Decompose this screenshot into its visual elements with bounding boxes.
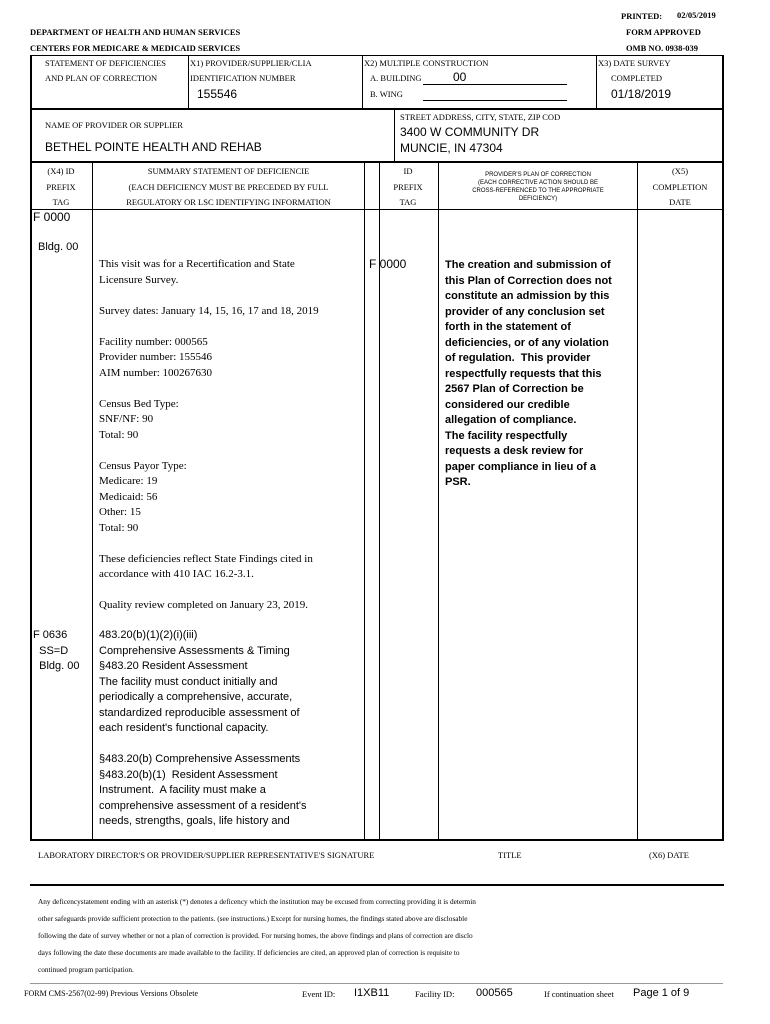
tag-f0636: F 0636 SS=D Bldg. 00: [33, 629, 80, 672]
address-line-2: MUNCIE, IN 47304: [400, 141, 503, 155]
rule-col-right: [722, 161, 724, 840]
id-f0000: F 0000: [369, 257, 407, 271]
summary-header-3: REGULATORY OR LSC IDENTIFYING INFORMATION: [126, 197, 331, 207]
statement-label-2: AND PLAN OF CORRECTION: [45, 73, 158, 83]
rule-col-1: [92, 161, 93, 840]
form-approved: FORM APPROVED: [626, 27, 701, 37]
rule-col-5: [637, 161, 638, 840]
centers-name: CENTERS FOR MEDICARE & MEDICAID SERVICES: [30, 43, 241, 53]
event-id: I1XB11: [354, 987, 390, 999]
rule-col-2: [364, 161, 365, 840]
provider-id-label-2: IDENTIFICATION NUMBER: [190, 73, 296, 83]
address-label: STREET ADDRESS, CITY, STATE, ZIP COD: [400, 112, 561, 122]
x4-prefix-label: PREFIX: [46, 182, 76, 192]
summary-header-1: SUMMARY STATEMENT OF DEFICIENCIE: [147, 166, 310, 176]
tag-f0000: F 0000: [33, 210, 71, 224]
address-line-1: 3400 W COMMUNITY DR: [400, 125, 540, 139]
rule-signature-bottom: [30, 884, 724, 886]
rule-header-bottom: [30, 108, 724, 110]
rule-left-upper: [30, 55, 32, 109]
rule-col-4: [438, 161, 439, 840]
statement-label-1: STATEMENT OF DEFICIENCIES: [45, 58, 167, 68]
omb-number: OMB NO. 0938-039: [626, 43, 699, 53]
plan-of-correction-text: The creation and submission of this Plan of Correction does not constitute an admission by this provider of any conclusion set forth in the statement of deficiencies, or of any violation of regulation. This provider respectfully requests that this 2567 Plan of Correction be considered our credible allegation of compliance. The facility respectfully requests a desk review for paper compliance in lieu of a PSR.: [445, 259, 612, 488]
plan-header-2: (EACH CORRECTIVE ACTION SHOULD BE: [477, 180, 599, 186]
date-survey-label-2: COMPLETED: [611, 73, 662, 83]
form-number: FORM CMS-2567(02-99) Previous Versions Obsolete: [24, 989, 199, 998]
event-label: Event ID:: [302, 989, 336, 999]
summary-header-2: (EACH DEFICIENCY MUST BE PRECEDED BY FULL: [128, 182, 329, 192]
rule-colheader-bottom: [30, 209, 723, 210]
x4-id-label: (X4) ID: [47, 166, 75, 176]
summary-intro-text: This visit was for a Recertification and State Licensure Survey. Survey dates: January 14, 15, 16, 17 and 18, 2019 Facility number: 000565 Provider number: 155546 AIM number: 100267630 Census Bed Type: SNF/NF: 90 Total: 90 Census Payor Type: Medicare: 19 Medicaid: 56 Other: 15 Total: 90 These deficiencies reflect State Findings cited in accordance with 410 IAC 16.2-3.1. Quality review completed on January 23, 2019.: [99, 258, 319, 611]
provider-number: 155546: [197, 87, 238, 101]
rule-top: [30, 55, 723, 56]
printed-date: 02/05/2019: [677, 10, 716, 20]
building-underline: [423, 84, 567, 85]
continuation-label: If continuation sheet: [544, 989, 614, 999]
date-survey-value: 01/18/2019: [611, 87, 672, 101]
x5-date-label: DATE: [669, 197, 691, 207]
rule-footer: [30, 983, 723, 984]
rule-right-upper: [722, 55, 724, 109]
building-value: 00: [453, 70, 467, 84]
rule-name-bottom: [30, 161, 724, 163]
rule-left-name: [30, 108, 32, 162]
page-number: Page 1 of 9: [633, 987, 690, 999]
rule-col-left: [30, 161, 32, 840]
rule-body-bottom: [30, 839, 724, 841]
printed-label: PRINTED:: [621, 11, 663, 21]
date-survey-label-1: X3) DATE SURVEY: [598, 58, 671, 68]
signature-label: LABORATORY DIRECTOR'S OR PROVIDER/SUPPLIER REPRESENTATIVE'S SIGNATURE: [38, 850, 375, 860]
plan-header-3: CROSS-REFERENCED TO THE APPROPRIATE: [472, 188, 604, 194]
rule-name-address: [394, 108, 395, 162]
wing-label: B. WING: [370, 89, 403, 99]
provider-name-label: NAME OF PROVIDER OR SUPPLIER: [45, 120, 183, 130]
plan-header-4: DEFICIENCY): [518, 196, 558, 202]
rule-right-name: [722, 108, 724, 162]
wing-underline: [423, 100, 567, 101]
id-tag-label: TAG: [399, 197, 417, 207]
rule-div-2: [362, 55, 363, 109]
facility-id: 000565: [476, 987, 513, 999]
title-label: TITLE: [498, 850, 522, 860]
facility-label: Facility ID:: [415, 989, 455, 999]
bldg-label: Bldg. 00: [38, 241, 79, 253]
disclaimer-text: Any deficencystatement ending with an asterisk (*) denotes a deficency which the institution may be excused from correcting providing it is determin other safeguards provide sufficient protection to the patients. (see instructions.) Except for nursing homes, the findings stated above are disclosable following the date of survey whether or not a plan of correction is provided. For nursing homes, the above findings and plans of correction are disclo days following the date these documents are made available to the facility. If deficiencies are cited, an approved plan of correction is requisite to continued program participation.: [38, 897, 476, 974]
x5-completion-label: COMPLETION: [652, 182, 708, 192]
summary-f0636-text: 483.20(b)(1)(2)(i)(iii) Comprehensive Assessments & Timing §483.20 Resident Assessment The facility must conduct initially and periodically a comprehensive, accurate, standardized reproducible assessment of each resident's functional capacity. §483.20(b) Comprehensive Assessments §483.20(b)(1) Resident Assessment Instrument. A facility must make a comprehensive assessment of a resident's needs, strengths, goals, life history and: [99, 629, 307, 827]
plan-header-1: PROVIDER'S PLAN OF CORRECTION: [485, 172, 591, 178]
building-label: A. BUILDING: [370, 73, 422, 83]
x5-label: (X5): [671, 166, 689, 176]
id-label: ID: [403, 166, 413, 176]
rule-div-3: [596, 55, 597, 109]
signature-date-label: (X6) DATE: [649, 850, 689, 860]
rule-div-1: [188, 55, 189, 109]
department-name: DEPARTMENT OF HEALTH AND HUMAN SERVICES: [30, 27, 241, 37]
construction-label: X2) MULTIPLE CONSTRUCTION: [364, 58, 489, 68]
id-prefix-label: PREFIX: [393, 182, 423, 192]
x4-tag-label: TAG: [52, 197, 70, 207]
provider-id-label-1: X1) PROVIDER/SUPPLIER/CLIA: [190, 58, 312, 68]
provider-name: BETHEL POINTE HEALTH AND REHAB: [45, 140, 262, 154]
